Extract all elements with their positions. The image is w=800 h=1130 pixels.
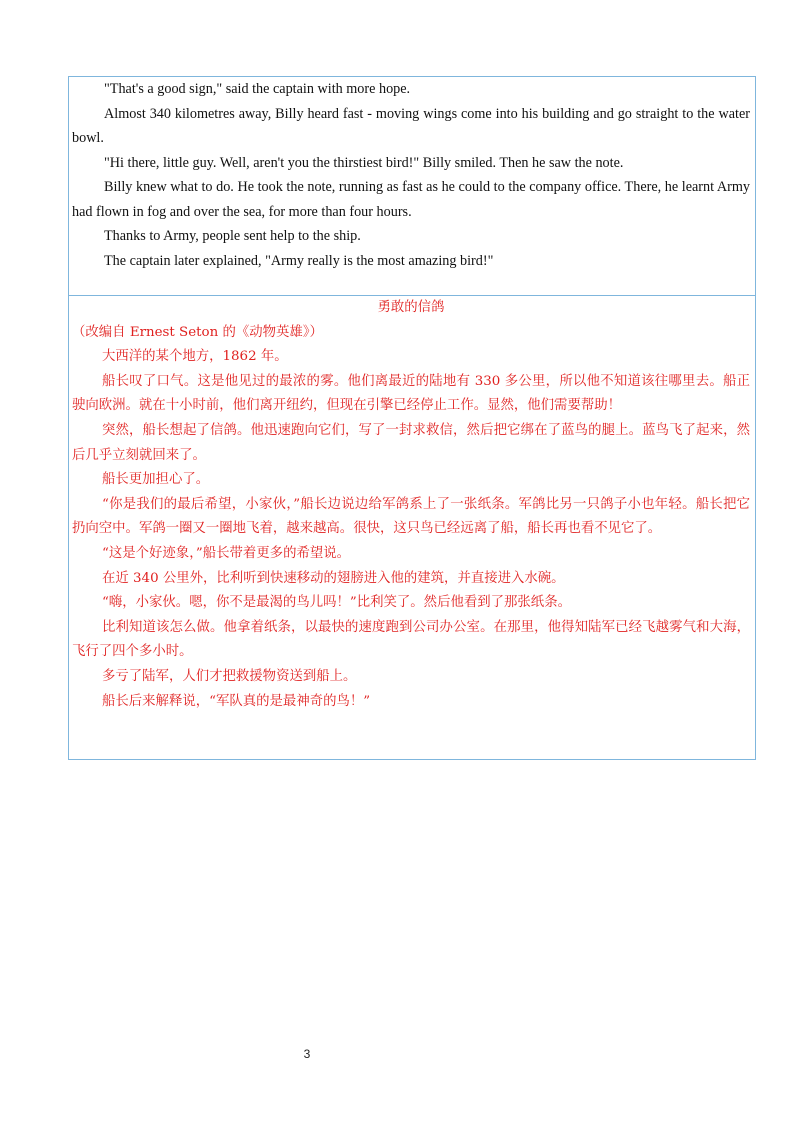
chinese-paragraph: “嗨，小家伙。嗯，你不是最渴的鸟儿吗！”比利笑了。然后他看到了那张纸条。 bbox=[102, 595, 571, 611]
chinese-paragraph: 突然，船长想起了信鸽。他迅速跑向它们，写了一封求救信，然后把它绑在了蓝鸟的腿上。蓝鸟飞了起来，然后几乎立刻就回来了。 bbox=[72, 422, 750, 463]
english-paragraph: Almost 340 kilometres away, Billy heard fast - moving wings come into his building and go straight to the water bowl. bbox=[72, 105, 750, 146]
translation-title: 勇敢的信鸽 bbox=[377, 300, 445, 315]
chinese-paragraph: 船长叹了口气。这是他见过的最浓的雾。他们离最近的陆地有 330 多公里，所以他不知道该往哪里去。船正驶向欧洲。就在十小时前，他们离开纽约，但现在引擎已经停止工作。显然，他们需要帮助！ bbox=[72, 373, 750, 414]
english-paragraph: The captain later explained, "Army really is the most amazing bird!" bbox=[104, 252, 494, 269]
translation-source: （改编自 Ernest Seton 的《动物英雄》） bbox=[72, 324, 323, 340]
chinese-paragraph: 船长后来解释说，“军队真的是最神奇的鸟！” bbox=[102, 693, 371, 709]
english-text-cell bbox=[72, 77, 750, 273]
page-number bbox=[0, 1047, 800, 1061]
english-paragraph: "That's a good sign," said the captain with more hope. bbox=[104, 81, 411, 97]
chinese-paragraph: “你是我们的最后希望，小家伙，”船长边说边给军鸽系上了一张纸条。军鸽比另一只鸽子小也年轻。船长把它扔向空中。军鸽一圈又一圈地飞着，越来越高。很快，这只鸟已经远离了船，船长再也看不见它了。 bbox=[72, 496, 750, 537]
chinese-paragraph: 船长更加担心了。 bbox=[102, 472, 210, 488]
chinese-paragraph: 比利知道该怎么做。他拿着纸条，以最快的速度跑到公司办公室。在那里，他得知陆军已经飞越雾气和大海，飞行了四个多小时。 bbox=[72, 619, 750, 660]
chinese-paragraph: “这是个好迹象，”船长带着更多的希望说。 bbox=[102, 545, 351, 561]
english-paragraph: Thanks to Army, people sent help to the ship. bbox=[104, 228, 361, 244]
chinese-paragraph: 大西洋的某个地方，1862 年。 bbox=[102, 349, 288, 365]
english-paragraph: Billy knew what to do. He took the note, running as fast as he could to the company office. There, he learnt Army had flown in fog and over the sea, for more than four hours. bbox=[72, 179, 750, 220]
chinese-translation-cell bbox=[72, 296, 750, 714]
chinese-paragraph: 在近 340 公里外，比利听到快速移动的翅膀进入他的建筑，并直接进入水碗。 bbox=[102, 570, 565, 586]
page-number-text: 3 bbox=[303, 1047, 311, 1061]
chinese-paragraph: 多亏了陆军，人们才把救援物资送到船上。 bbox=[102, 668, 357, 684]
english-paragraph: "Hi there, little guy. Well, aren't you the thirstiest bird!" Billy smiled. Then he saw the note. bbox=[104, 154, 624, 171]
